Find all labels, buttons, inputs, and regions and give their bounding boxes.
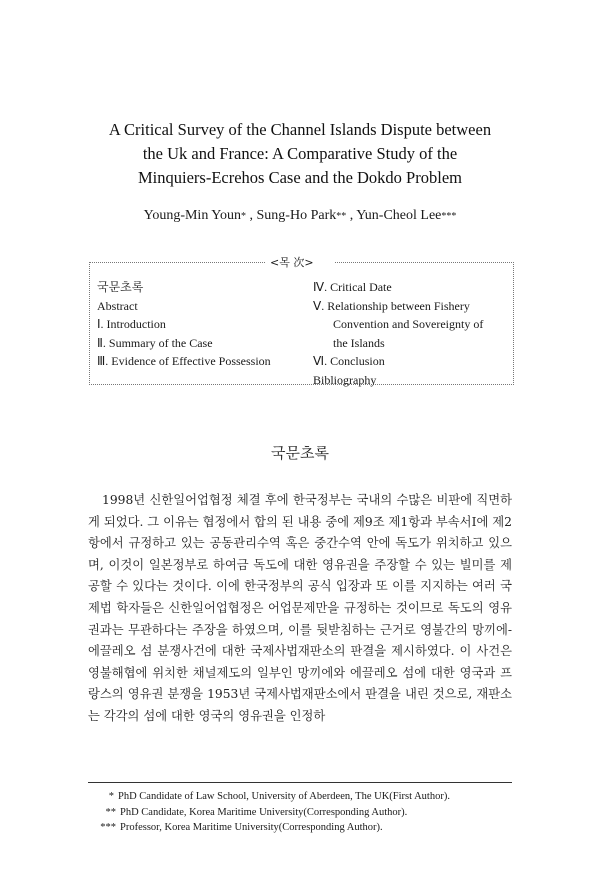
- footnote-mark: *: [108, 791, 114, 802]
- title-line-3: Minquiers-Ecrehos Case and the Dokdo Problem: [138, 168, 462, 187]
- footnote-mark: **: [105, 806, 116, 818]
- author-2: Sung-Ho Park: [256, 208, 337, 223]
- toc-item: Ⅲ. Evidence of Effective Possession: [97, 354, 271, 368]
- footnote: [88, 805, 450, 821]
- title-line-2: the Uk and France: A Comparative Study of the: [142, 144, 458, 163]
- toc-item: Abstract: [97, 298, 138, 313]
- footnotes: [88, 789, 450, 836]
- footnote: [88, 789, 450, 805]
- author-separator: ,: [346, 208, 357, 223]
- footnote: [88, 820, 450, 836]
- toc-item: Ⅴ. Relationship between Fishery: [313, 298, 470, 313]
- toc-item: Bibliography: [313, 372, 377, 387]
- footnote-text: PhD Candidate of Law School, University of Aberdeen, The UK(First Author).: [118, 791, 450, 802]
- author-separator: ,: [246, 208, 257, 223]
- paper-title: [40, 118, 560, 190]
- toc-item: Ⅱ. Summary of the Case: [97, 335, 213, 350]
- author-1-mark: *: [241, 211, 247, 222]
- footnote-text: PhD Candidate, Korea Maritime University(Corresponding Author).: [120, 806, 408, 818]
- author-3: Yun-Cheol Lee: [356, 208, 442, 223]
- toc-item: Ⅰ. Introduction: [97, 317, 166, 331]
- toc-item-continuation: Convention and Sovereignty of: [333, 317, 484, 331]
- toc-left-column: [97, 278, 271, 371]
- section-heading-korean-abstract: 국문초록: [271, 444, 329, 462]
- table-of-contents-label: <목 次>: [270, 256, 314, 269]
- author-1: Young-Min Youn: [143, 208, 242, 223]
- toc-item: Ⅵ. Conclusion: [313, 354, 385, 368]
- author-list: [40, 208, 560, 224]
- footnote-divider: [88, 782, 512, 783]
- toc-item: 국문초록: [97, 280, 144, 294]
- footnote-mark: ***: [100, 822, 116, 833]
- author-3-mark: ***: [441, 211, 457, 222]
- footnote-text: Professor, Korea Maritime University(Corresponding Author).: [120, 822, 383, 833]
- abstract-body-text: 1998년 신한일어업협정 체결 후에 한국정부는 국내의 수많은 비판에 직면하게 되었다. 그 이유는 협정에서 합의 된 내용 중에 제9조 제1항과 부속서Ⅰ에 제2항에서 규정하고 있는 공동관리수역 혹은 중간수역 안에 독도가 위치하고 있으며, 이것이 일본정부로 하여금 독도에 대한 영유권을 주장할 수 있는 빌미를 제공할 수 있다는 것이다. 이에 한국정부의 공식 입장과 또 이를 지지하는 여러 국제법 학자들은 신한일어업협정은 어업문제만을 규정하는 것이므로 독도의 영유권과는 무관하다는 주장을 하였으며, 이를 뒷받침하는 근거로 영불간의 망끼에-에끌레오 섬 분쟁사건에 대한 국제사법재판소의 판결을 제시하였다. 이 사건은 영불해협에 위치한 채널제도의 일부인 망끼에와 에끌레오 섬에 대한 영국과 프랑스의 영유권 분쟁을 1953년 국제사법재판소에서 판결을 내린 것으로, 재판소는 각각의 섬에 대한 영국의 영유권을 인정하: [88, 493, 512, 723]
- title-line-1: A Critical Survey of the Channel Islands Dispute between: [108, 120, 492, 139]
- toc-item: Ⅳ. Critical Date: [313, 280, 392, 294]
- toc-item-continuation: the Islands: [333, 335, 385, 350]
- author-2-mark: **: [336, 211, 347, 222]
- toc-right-column: [313, 278, 483, 389]
